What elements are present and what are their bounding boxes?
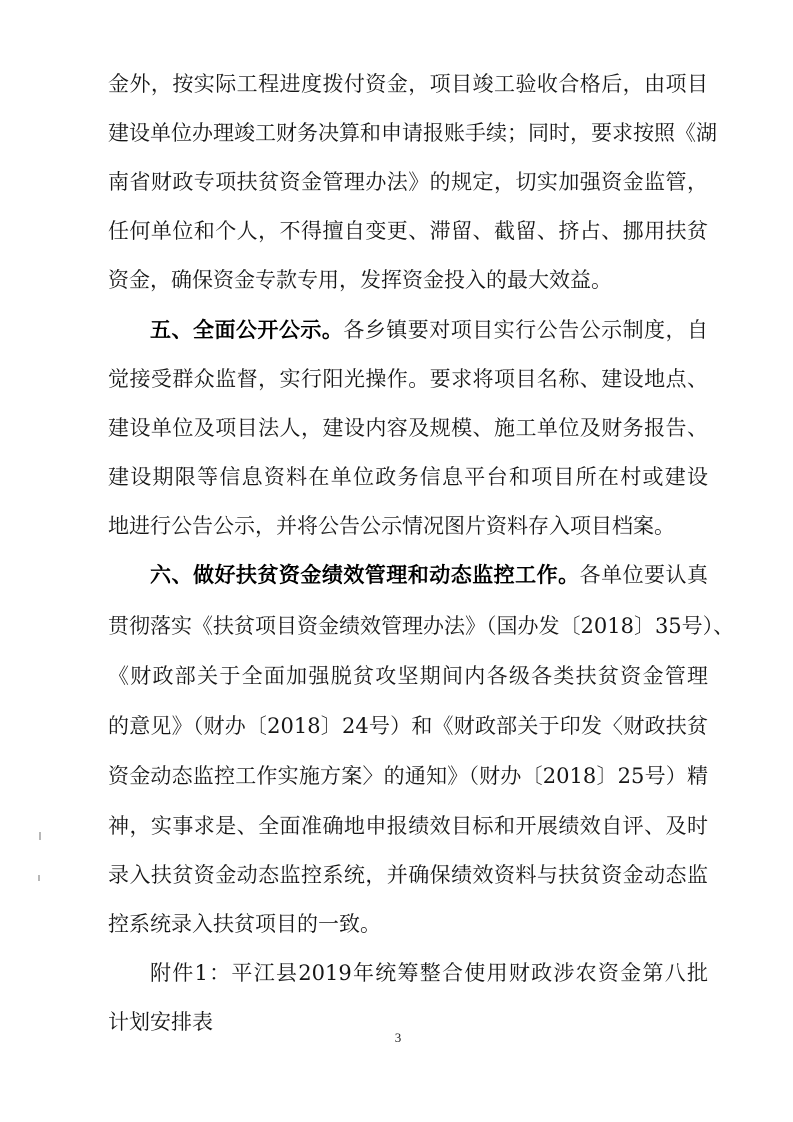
scan-mark (38, 875, 40, 881)
body-text-line: 《财政部关于全面加强脱贫攻坚期间内各级各类扶贫资金管理 (108, 664, 708, 688)
section-5-text: 各乡镇要对项目实行公告公示制度，自 (343, 318, 709, 342)
section-5-first-line (150, 308, 708, 352)
section-6-text: 各单位要认真 (579, 563, 709, 587)
section-6-heading: 六、做好扶贫资金绩效管理和动态监控工作。 (150, 563, 580, 587)
body-text-line: 控系统录入扶贫项目的一致。 (108, 912, 381, 936)
body-text-line: 任何单位和个人，不得擅自变更、滞留、截留、挤占、挪用扶贫 (108, 219, 708, 243)
body-text-line: 觉接受群众监督，实行阳光操作。要求将项目名称、建设地点、 (108, 367, 708, 391)
body-text-line: 建设单位及项目法人，建设内容及规模、施工单位及财务报告、 (108, 416, 708, 440)
body-text-line: 南省财政专项扶贫资金管理办法》的规定，切实加强资金监管， (108, 170, 708, 194)
body-text-line: 金外，按实际工程进度拨付资金，项目竣工验收合格后，由项目 (108, 72, 708, 96)
body-text-line: 建设期限等信息资料在单位政务信息平台和项目所在村或建设 (108, 465, 708, 489)
body-text-line: 资金，确保资金专款专用，发挥资金投入的最大效益。 (108, 268, 612, 292)
section-5-heading: 五、全面公开公示。 (150, 318, 344, 342)
body-text-line: 地进行公告公示，并将公告公示情况图片资料存入项目档案。 (108, 514, 675, 538)
scan-mark (39, 832, 41, 840)
attachment-line-1: 附件1：平江县2019年统筹整合使用财政涉农资金第八批 (150, 961, 708, 985)
body-text-line: 资金动态监控工作实施方案〉的通知》（财办〔2018〕25号）精 (108, 764, 708, 788)
section-6-first-line (150, 553, 708, 597)
page-number: 3 (394, 1030, 402, 1045)
body-text-line: 录入扶贫资金动态监控系统，并确保绩效资料与扶贫资金动态监 (108, 863, 708, 887)
body-text-line: 的意见》（财办〔2018〕24号）和《财政部关于印发〈财政扶贫 (108, 714, 708, 738)
body-text-line: 神，实事求是、全面准确地申报绩效目标和开展绩效自评、及时 (108, 814, 708, 838)
attachment-line-2: 计划安排表 (108, 1010, 213, 1034)
body-text-line: 建设单位办理竣工财务决算和申请报账手续；同时，要求按照《湖 (108, 121, 717, 145)
body-text-line: 贯彻落实《扶贫项目资金绩效管理办法》（国办发〔2018〕35号）、 (108, 614, 735, 638)
